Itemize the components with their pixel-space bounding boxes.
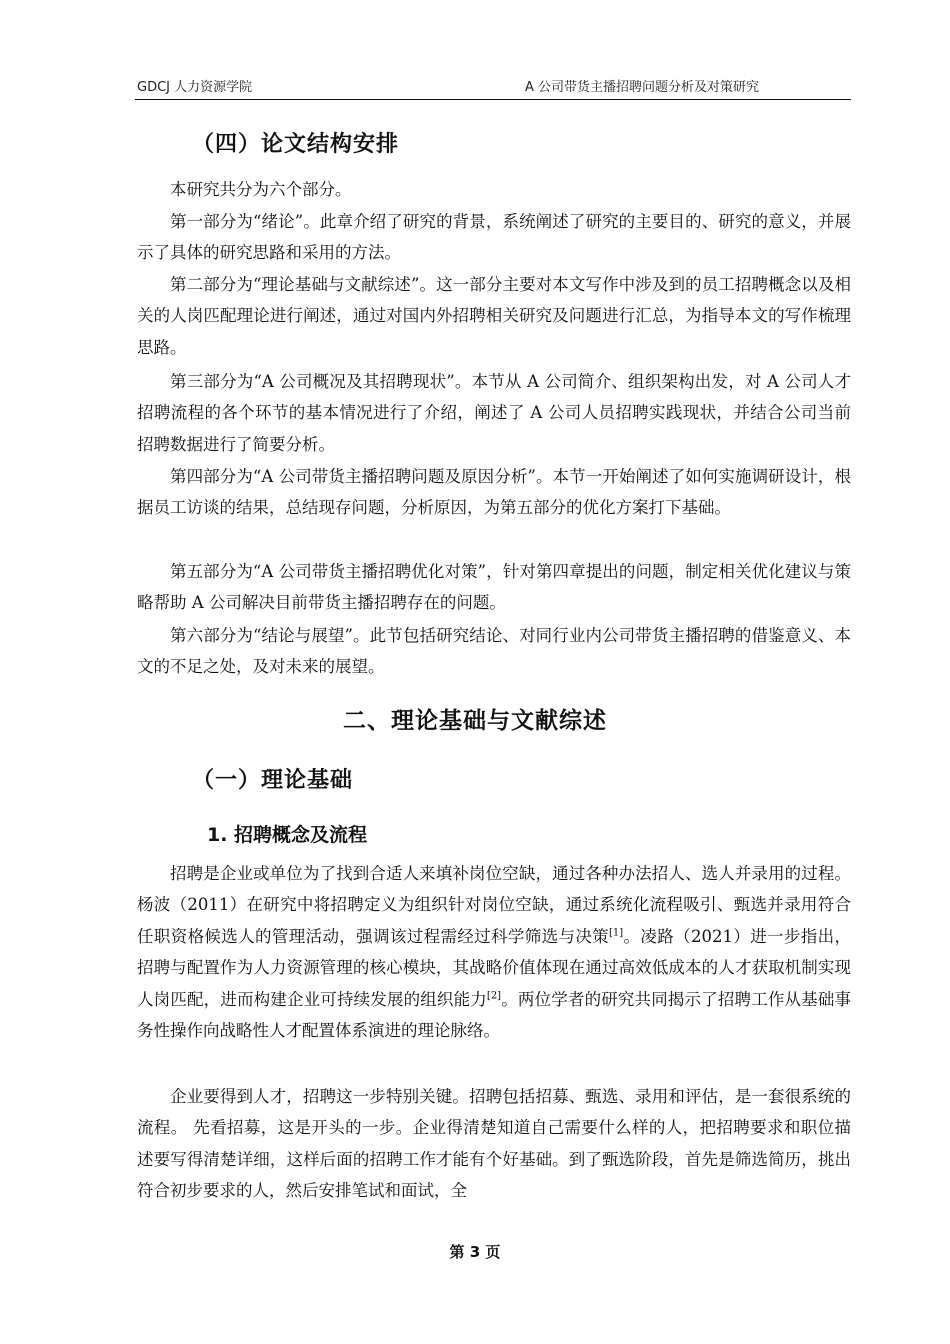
- running-header-right: A 公司带货主播招聘问题分析及对策研究: [525, 80, 760, 95]
- paragraph: 第五部分为“A 公司带货主播招聘优化对策”，针对第四章提出的问题，制定相关优化建议与策略帮助 A 公司解决目前带货主播招聘存在的问题。: [137, 562, 851, 613]
- citation-2: [2]: [486, 990, 502, 1002]
- header-rule: [135, 99, 851, 100]
- section-heading-structure: （四）论文结构安排: [192, 132, 400, 157]
- subsubsection-heading: 1. 招聘概念及流程: [207, 824, 368, 846]
- paragraph: 第四部分为“A 公司带货主播招聘问题及原因分析”。本节一开始阐述了如何实施调研设计，根据员工访谈的结果，总结现存问题，分析原因，为第五部分的优化方案打下基础。: [137, 467, 851, 518]
- paragraph-text: 。两位学者的研究共同揭示了招聘工作从基础事务性操作向战略性人才配置体系演进的理论脉络。: [137, 989, 852, 1041]
- paragraph-recruitment-definition: [137, 858, 851, 1046]
- running-header-left: GDCJ 人力资源学院: [137, 80, 253, 95]
- citation-1: [1]: [609, 927, 624, 939]
- paragraph: 本研究共分为六个部分。: [170, 180, 352, 199]
- chapter-heading: 二、理论基础与文献综述: [343, 708, 607, 734]
- subsection-heading: （一）理论基础: [192, 768, 354, 793]
- paragraph: 企业要得到人才，招聘这一步特别关键。招聘包括招募、甄选、录用和评估，是一套很系统的流程。 先看招募，这是开头的一步。企业得清楚知道自己需要什么样的人，把招聘要求和职位描述要写得清楚详细，这样后面的招聘工作才能有个好基础。到了甄选阶段，首先是筛选简历，挑出符合初步要求的人，然后安排笔试和面试，全: [137, 1087, 851, 1201]
- paragraph-text: 招聘是企业或单位为了找到合适人来填补岗位空缺，通过各种办法招人、选人并录用的过程。杨波（2011）在研究中将招聘定义为组织针对岗位空缺，通过系统化流程吸引、甄选并录用符合任职资格候选人的管理活动，强调该过程需经过科学筛选与决策: [137, 864, 851, 946]
- paragraph: 第二部分为“理论基础与文献综述”。这一部分主要对本文写作中涉及到的员工招聘概念以及相关的人岗匹配理论进行阐述，通过对国内外招聘相关研究及问题进行汇总，为指导本文的写作梳理思路。: [137, 275, 851, 357]
- paragraph: 第六部分为“结论与展望”。此节包括研究结论、对同行业内公司带货主播招聘的借鉴意义、本文的不足之处，及对未来的展望。: [137, 626, 851, 677]
- page-number: 第 3 页: [449, 1243, 501, 1261]
- paragraph: 第一部分为“绪论”。此章介绍了研究的背景，系统阐述了研究的主要目的、研究的意义，并展示了具体的研究思路和采用的方法。: [137, 212, 851, 263]
- paragraph-text: 。凌路（2021）进一步指出，招聘与配置作为人力资源管理的核心模块，其战略价值体现在通过高效低成本的人才获取机制实现人岗匹配，进而构建企业可持续发展的组织能力: [137, 926, 851, 1009]
- paragraph: 第三部分为“A 公司概况及其招聘现状”。本节从 A 公司简介、组织架构出发，对 A 公司人才招聘流程的各个环节的基本情况进行了介绍，阐述了 A 公司人员招聘实践现状，并结合公司当前招聘数据进行了简要分析。: [137, 372, 851, 454]
